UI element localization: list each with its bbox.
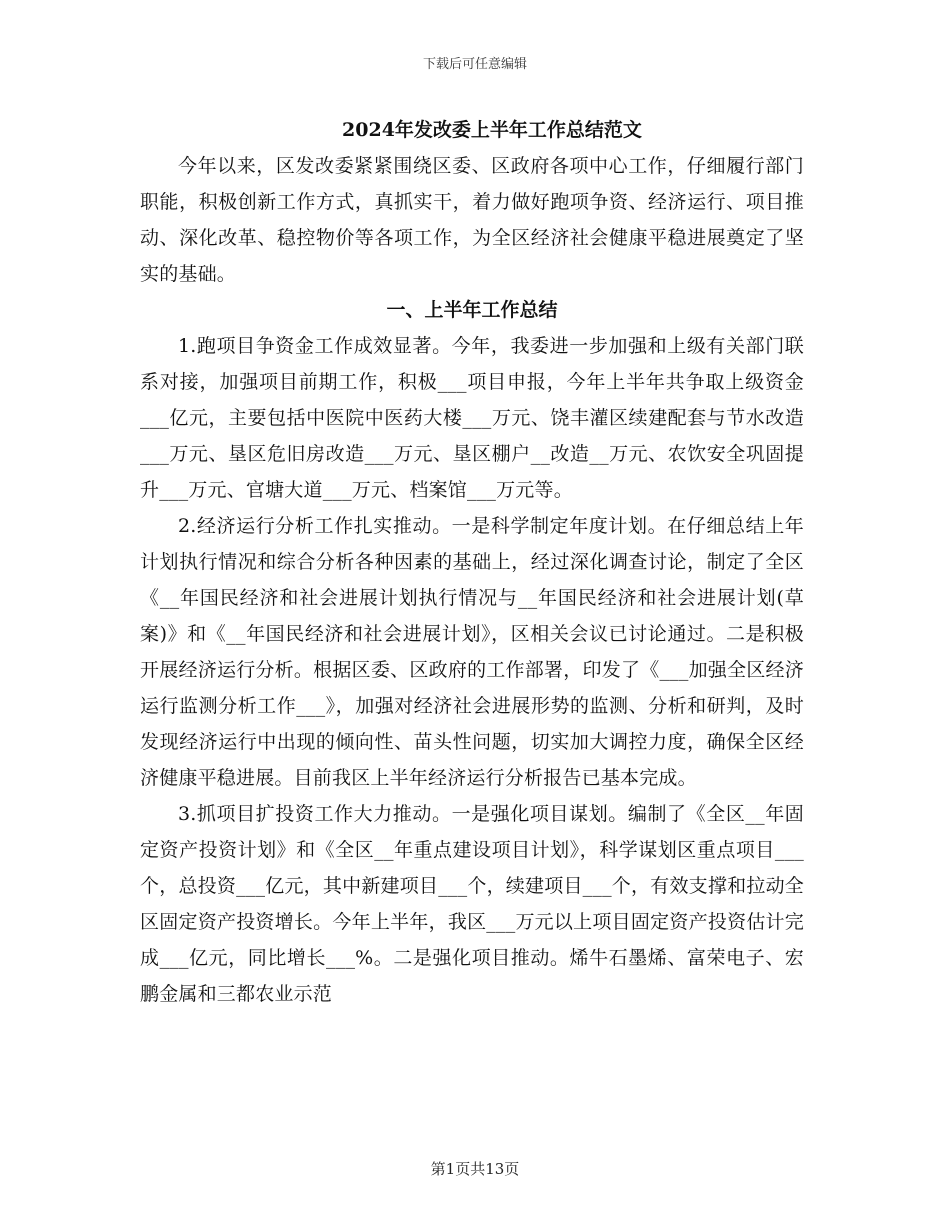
page-number: 第1页共13页 — [430, 1160, 520, 1178]
section-heading: 一、上半年工作总结 — [386, 299, 558, 321]
document-body — [140, 112, 804, 1012]
paragraph-3: 3.抓项目扩投资工作大力推动。一是强化项目谋划。编制了《全区__年固定资产投资计划》和《全区__年重点建设项目计划》，科学谋划区重点项目___个，总投资___亿元，其中新建项目___个，续建项目___个，有效支撑和拉动全区固定资产投资增长。今年上半年，我区___万元以上项目固定资产投资估计完成___亿元，同比增长___%。二是强化项目推动。烯牛石墨烯、富荣电子、宏鹏金属和三都农业示范 — [140, 803, 804, 1005]
paragraph-2: 2.经济运行分析工作扎实推动。一是科学制定年度计划。在仔细总结上年计划执行情况和综合分析各种因素的基础上，经过深化调查讨论，制定了全区《__年国民经济和社会进展计划执行情况与__年国民经济和社会进展计划(草案)》和《__年国民经济和社会进展计划》，区相关会议已讨论通过。二是积极开展经济运行分析。根据区委、区政府的工作部署，印发了《___加强全区经济运行监测分析工作___》，加强对经济社会进展形势的监测、分析和研判，及时发现经济运行中出现的倾向性、苗头性问题，切实加大调控力度，确保全区经济健康平稳进展。目前我区上半年经济运行分析报告已基本完成。 — [140, 515, 804, 789]
paragraph-1: 1.跑项目争资金工作成效显著。今年，我委进一步加强和上级有关部门联系对接，加强项目前期工作，积极___项目申报，今年上半年共争取上级资金___亿元，主要包括中医院中医药大楼___万元、饶丰灌区续建配套与节水改造___万元、垦区危旧房改造___万元、垦区棚户__改造__万元、农饮安全巩固提升___万元、官塘大道___万元、档案馆___万元等。 — [140, 335, 804, 501]
intro-paragraph: 今年以来，区发改委紧紧围绕区委、区政府各项中心工作，仔细履行部门职能，积极创新工作方式，真抓实干，着力做好跑项争资、经济运行、项目推动、深化改革、稳控物价等各项工作，为全区经济社会健康平稳进展奠定了坚实的基础。 — [140, 155, 804, 285]
document-title: 2024年发改委上半年工作总结范文 — [342, 119, 642, 141]
header-note: 下载后可任意编辑 — [422, 57, 527, 72]
